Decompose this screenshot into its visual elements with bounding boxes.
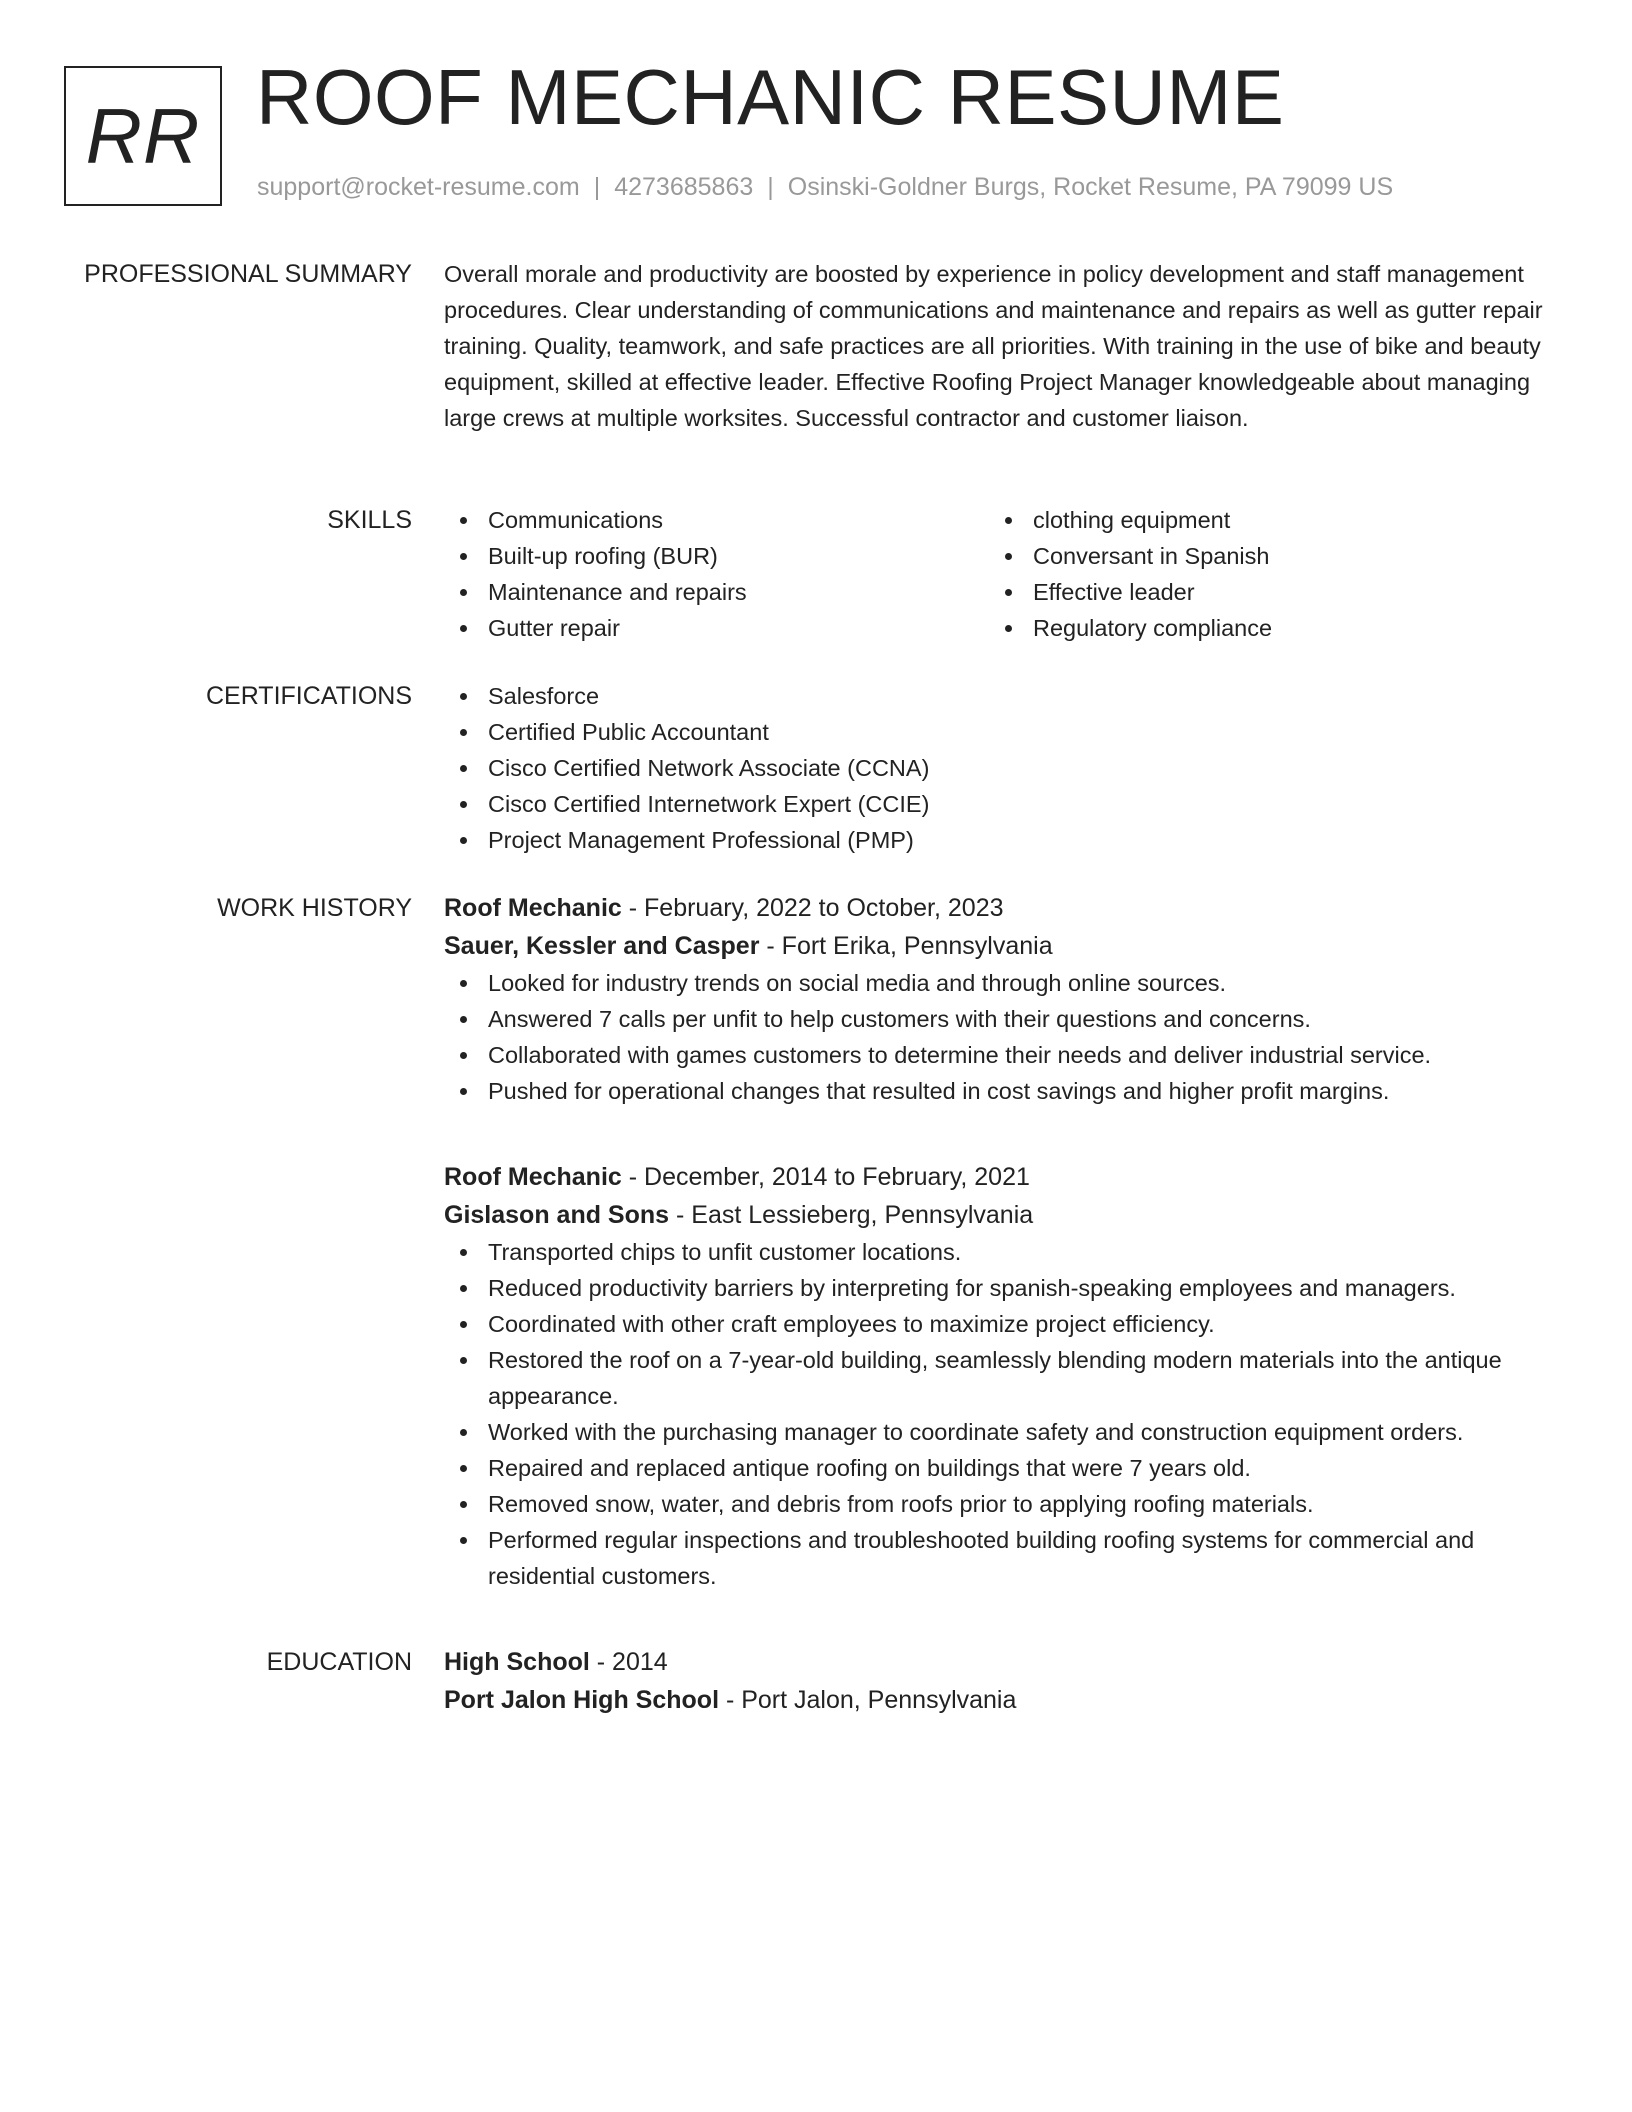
certifications-body — [444, 681, 1564, 858]
skill-item: Conversant in Spanish — [989, 538, 1534, 574]
skills-heading: SKILLS — [327, 506, 412, 534]
skills-list-right — [989, 502, 1534, 646]
job-duty-item: Collaborated with games customers to determine their needs and deliver industrial service. — [444, 1037, 1431, 1073]
resume-title: ROOF MECHANIC RESUME — [256, 53, 1285, 141]
certifications-heading: CERTIFICATIONS — [205, 682, 412, 710]
education-degree: High School — [444, 1648, 590, 1676]
skill-item: Regulatory compliance — [989, 610, 1534, 646]
skills-list-left — [444, 502, 989, 646]
contact-separator: | — [593, 173, 601, 201]
summary-body — [444, 259, 1564, 436]
skill-item: Gutter repair — [444, 610, 989, 646]
job-company-line — [444, 1196, 1564, 1234]
job-duty-item: Worked with the purchasing manager to coordinate safety and construction equipment orders. — [444, 1414, 1564, 1450]
job-location: - Fort Erika, Pennsylvania — [759, 932, 1053, 960]
education-school-line — [444, 1681, 1564, 1719]
job-title: Roof Mechanic — [444, 894, 622, 922]
job-duty-item: Answered 7 calls per unfit to help customers with their questions and concerns. — [444, 1001, 1431, 1037]
contact-address: Osinski-Goldner Burgs, Rocket Resume, PA 79099 US — [787, 173, 1394, 201]
education-body — [444, 1647, 1564, 1719]
job-duties-list — [444, 965, 1431, 1109]
job-duties-list — [444, 1234, 1564, 1594]
job-title-line — [444, 1158, 1564, 1196]
job-company: Sauer, Kessler and Casper — [444, 932, 760, 960]
job-duty-item: Coordinated with other craft employees to maximize project efficiency. — [444, 1306, 1564, 1342]
job-duty-item: Repaired and replaced antique roofing on buildings that were 7 years old. — [444, 1450, 1564, 1486]
skill-item: Built-up roofing (BUR) — [444, 538, 989, 574]
contact-line — [257, 173, 1393, 202]
job-location: - East Lessieberg, Pennsylvania — [669, 1201, 1034, 1229]
work-history-heading: WORK HISTORY — [217, 894, 412, 922]
summary-heading: PROFESSIONAL SUMMARY — [84, 260, 412, 288]
certification-item: Cisco Certified Network Associate (CCNA) — [444, 750, 1564, 786]
contact-email: support@rocket-resume.com — [257, 173, 580, 201]
skill-item: clothing equipment — [989, 502, 1534, 538]
education-degree-line — [444, 1643, 1564, 1681]
job-title-line — [444, 889, 1431, 927]
contact-separator: | — [767, 173, 774, 201]
education-year: - 2014 — [589, 1648, 668, 1676]
skill-item: Maintenance and repairs — [444, 574, 989, 610]
skills-body — [444, 505, 1564, 646]
job-title: Roof Mechanic — [444, 1163, 622, 1191]
contact-phone: 4273685863 — [614, 173, 754, 201]
education-school: Port Jalon High School — [444, 1686, 720, 1714]
job-dates: - February, 2022 to October, 2023 — [621, 894, 1004, 922]
skill-item: Communications — [444, 502, 989, 538]
job-duty-item: Performed regular inspections and troubleshooted building roofing systems for commercial and residential customers. — [444, 1522, 1564, 1594]
job-duty-item: Restored the roof on a 7-year-old building, seamlessly blending modern materials into the antique appearance. — [444, 1342, 1564, 1414]
job-duty-item: Reduced productivity barriers by interpreting for spanish-speaking employees and managers. — [444, 1270, 1564, 1306]
job-duty-item: Transported chips to unfit customer locations. — [444, 1234, 1564, 1270]
summary-text: Overall morale and productivity are boosted by experience in policy development and staff management procedures. Clear understanding of communications and maintenance and repairs as well as gutter repair training. Quality, teamwork, and safe practices are all priorities. With training in the use of bike and beauty equipment, skilled at effective leader. Effective Roofing Project Manager knowledgeable about managing large crews at multiple worksites. Successful contractor and customer liaison. — [444, 261, 1543, 431]
certification-item: Cisco Certified Internetwork Expert (CCIE) — [444, 786, 1564, 822]
job-company-line — [444, 927, 1431, 965]
job-duty-item: Pushed for operational changes that resulted in cost savings and higher profit margins. — [444, 1073, 1431, 1109]
skill-item: Effective leader — [989, 574, 1534, 610]
education-location: - Port Jalon, Pennsylvania — [719, 1686, 1017, 1714]
monogram-logo: RR — [64, 66, 222, 206]
job-duty-item: Removed snow, water, and debris from roofs prior to applying roofing materials. — [444, 1486, 1564, 1522]
job-entry — [444, 889, 1431, 1109]
certification-item: Certified Public Accountant — [444, 714, 1564, 750]
certifications-list — [444, 678, 1564, 858]
job-duty-item: Looked for industry trends on social media and through online sources. — [444, 965, 1431, 1001]
job-company: Gislason and Sons — [444, 1201, 670, 1229]
certification-item: Salesforce — [444, 678, 1564, 714]
job-entry — [444, 1158, 1564, 1594]
education-heading: EDUCATION — [266, 1648, 412, 1676]
certification-item: Project Management Professional (PMP) — [444, 822, 1564, 858]
job-dates: - December, 2014 to February, 2021 — [621, 1163, 1030, 1191]
